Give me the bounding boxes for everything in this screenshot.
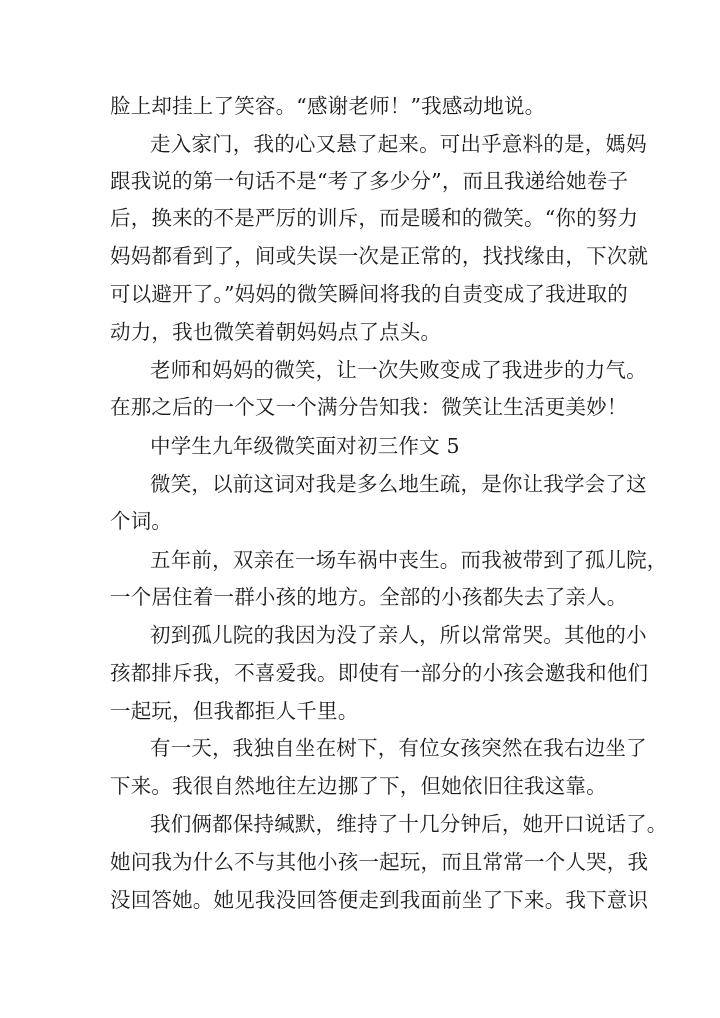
paragraph-start-line: 老师和妈妈的微笑，让一次失败变成了我进步的力气。 [150,358,647,382]
text-line: 没回答她。她见我没回答便走到我面前坐了下来。我下意识 [110,888,649,912]
text-line: 脸上却挂上了笑容。“感谢老师！”我感动地说。 [110,94,546,118]
paragraph-start-line: 有一天，我独自坐在树下，有位女孩突然在我右边坐了 [150,736,647,760]
text-line: 她问我为什么不与其他小孩一起玩，而且常常一个人哭，我 [110,850,649,874]
paragraph-start-line: 微笑，以前这词对我是多么地生疏，是你让我学会了这 [150,472,647,496]
paragraph-start-line: 初到孤儿院的我因为没了亲人，所以常常哭。其他的小 [150,623,647,647]
text-line: 可以避开了。”妈妈的微笑瞬间将我的自责变成了我进取的 [110,282,628,306]
text-line: 后，换来的不是严厉的训斥，而是暖和的微笑。“你的努力 [110,206,639,230]
paragraph-start-line: 我们俩都保持缄默，维持了十几分钟后，她开口说话了。 [150,812,668,836]
text-line: 跟我说的第一句话不是“考了多少分”，而且我递给她卷子 [110,169,629,193]
text-line: 在那之后的一个又一个满分告知我：微笑让生活更美妙！ [110,395,628,419]
text-line: 妈妈都看到了，间或失误一次是正常的，找找缘由，下次就 [110,244,649,268]
text-line: 一个居住着一群小孩的地方。全部的小孩都失去了亲人。 [110,585,628,609]
text-line: 一起玩，但我都拒人千里。 [110,699,359,723]
text-line: 下来。我很自然地往左边挪了下，但她依旧往我这靠。 [110,774,607,798]
text-line: 个词。 [110,509,173,533]
paragraph-start-line: 走入家门，我的心又悬了起来。可出乎意料的是，媽妈 [150,132,647,156]
paragraph-start-line: 五年前，双亲在一场车祸中丧生。而我被带到了孤儿院， [150,548,668,572]
text-line: 动力，我也微笑着朝妈妈点了点头。 [110,320,442,344]
section-heading: 中学生九年级微笑面对初三作文 5 [150,434,460,458]
text-line: 孩都排斥我，不喜爱我。即使有一部分的小孩会邀我和他们 [110,661,649,685]
